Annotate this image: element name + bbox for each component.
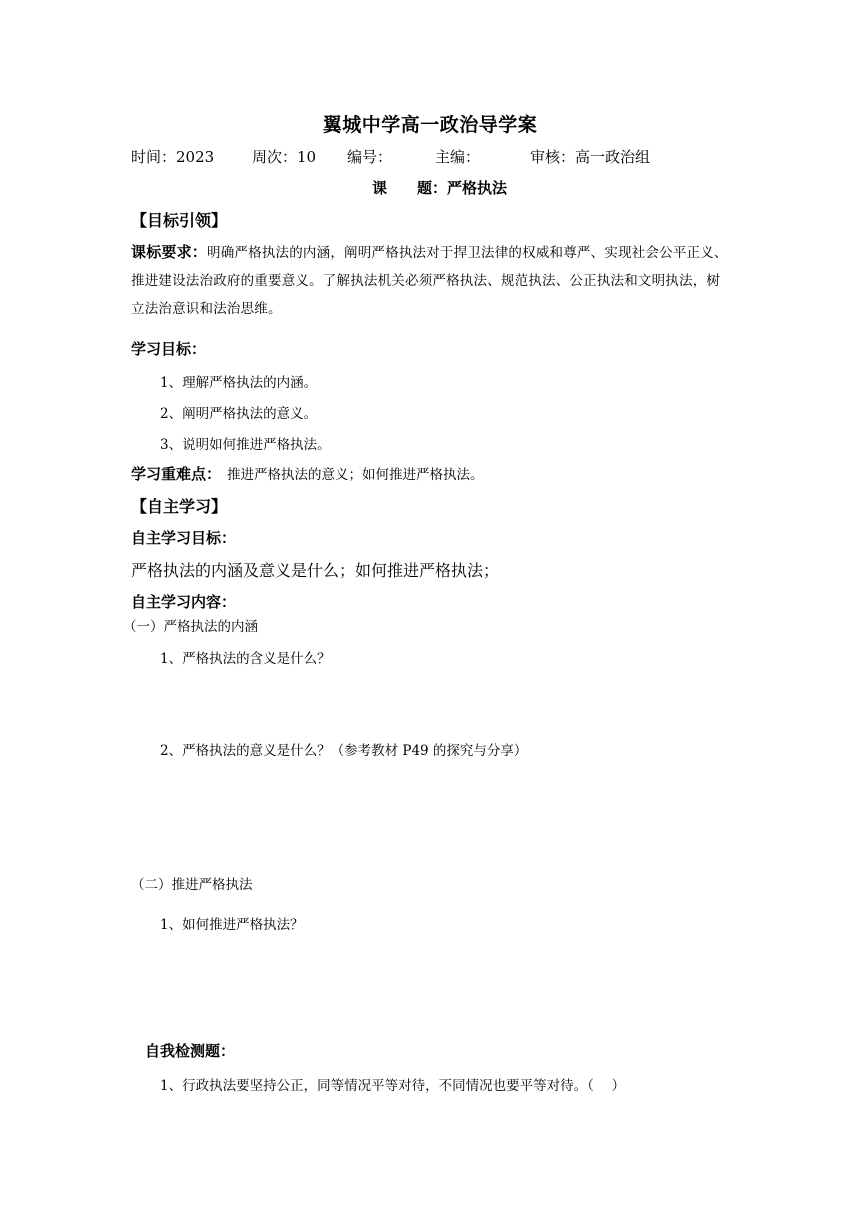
key-points — [131, 463, 484, 484]
meta-time: 时间：2023 — [131, 148, 215, 166]
part2-question-1: 1、如何推进严格执法？ — [160, 917, 304, 933]
section-self-study: 【自主学习】 — [131, 497, 228, 516]
meta-number: 编号： — [347, 148, 393, 166]
document-title: 翼城中学高一政治导学案 — [322, 114, 538, 136]
self-study-goal-label: 自主学习目标： — [131, 529, 237, 547]
key-points-label: 学习重难点： — [131, 465, 222, 483]
meta-editor: 主编： — [435, 148, 481, 166]
learning-goal-3: 3、说明如何推进严格执法。 — [160, 437, 331, 453]
curriculum-standard — [131, 238, 733, 323]
self-test-question-1: 1、行政执法要坚持公正，同等情况平等对待，不同情况也要平等对待。（ ） — [160, 1078, 626, 1094]
key-points-text: 推进严格执法的意义；如何推进严格执法。 — [227, 467, 484, 483]
self-study-content-label: 自主学习内容： — [131, 593, 237, 611]
topic-heading: 课 题：严格执法 — [372, 179, 508, 197]
section-goal-guide: 【目标引领】 — [131, 211, 228, 230]
meta-week: 周次：10 — [252, 148, 317, 166]
curriculum-standard-label: 课标要求： — [131, 243, 208, 261]
learning-goals-label: 学习目标： — [131, 340, 207, 358]
learning-goal-1: 1、理解严格执法的内涵。 — [160, 375, 318, 391]
part1-question-1: 1、严格执法的含义是什么？ — [160, 651, 331, 667]
self-test-label: 自我检测题： — [145, 1042, 236, 1060]
part1-heading: （一）严格执法的内涵 — [123, 619, 258, 635]
part2-heading: （二）推进严格执法 — [131, 877, 253, 893]
curriculum-standard-text: 明确严格执法的内涵，阐明严格执法对于捍卫法律的权威和尊严、实现社会公平正义、推进建设法治政府的重要意义。了解执法机关必须严格执法、规范执法、公正执法和文明执法，树立法治意识和法治思维。 — [131, 245, 728, 317]
part1-question-2: 2、严格执法的意义是什么？（参考教材 P49 的探究与分享） — [160, 743, 528, 759]
meta-review: 审核：高一政治组 — [530, 148, 651, 166]
learning-goal-2: 2、阐明严格执法的意义。 — [160, 406, 318, 422]
self-study-goal-text: 严格执法的内涵及意义是什么；如何推进严格执法； — [131, 561, 500, 580]
